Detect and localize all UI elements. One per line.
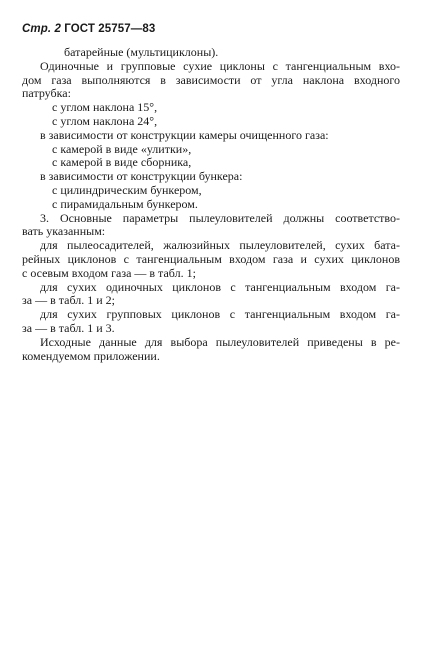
paragraph-line: дом газа выполняются в зависимости от угла наклона входного (22, 72, 400, 87)
list-item: с углом наклона 15°, (52, 100, 158, 115)
list-item: с цилиндрическим бункером, (52, 182, 202, 197)
paragraph-line: Одиночные и групповые сухие циклоны с тангенциальным вхо- (40, 58, 400, 73)
paragraph-line: для пылеосадителей, жалюзийных пылеуловителей, сухих бата- (40, 238, 400, 253)
paragraph-line: рейных циклонов с тангенциальным входом газа и сухих циклонов (22, 251, 400, 266)
paragraph-line: патрубка: (22, 86, 71, 101)
list-item: с камерой в виде «улитки», (52, 141, 192, 156)
paragraph-line: Исходные данные для выбора пылеуловителей приведены в ре- (40, 334, 400, 349)
list-heading: в зависимости от конструкции бункера: (40, 169, 243, 184)
paragraph-line: комендуемом приложении. (22, 348, 160, 363)
list-item: с пирамидальным бункером. (52, 196, 198, 211)
paragraph-line: вать указанным: (22, 224, 106, 239)
paragraph-line: для сухих одиночных циклонов с тангенциальным входом га- (40, 279, 400, 294)
page-number: Стр. 2 (22, 23, 61, 35)
paragraph-line: за — в табл. 1 и 3. (22, 320, 115, 335)
list-item: с камерой в виде сборника, (52, 155, 192, 170)
text-line: батарейные (мультициклоны). (64, 45, 219, 59)
standard-code: ГОСТ 25757—83 (64, 23, 156, 35)
body-text (22, 46, 400, 363)
list-heading: в зависимости от конструкции камеры очищенного газа: (40, 127, 329, 142)
paragraph-line: 3. Основные параметры пылеуловителей должны соответство- (40, 210, 400, 225)
paragraph-line: для сухих групповых циклонов с тангенциальным входом га- (40, 307, 400, 322)
paragraph-line: с осевым входом газа — в табл. 1; (22, 265, 196, 280)
list-item: с углом наклона 24°, (52, 113, 158, 128)
page-header (22, 23, 155, 35)
paragraph-line: за — в табл. 1 и 2; (22, 293, 115, 308)
